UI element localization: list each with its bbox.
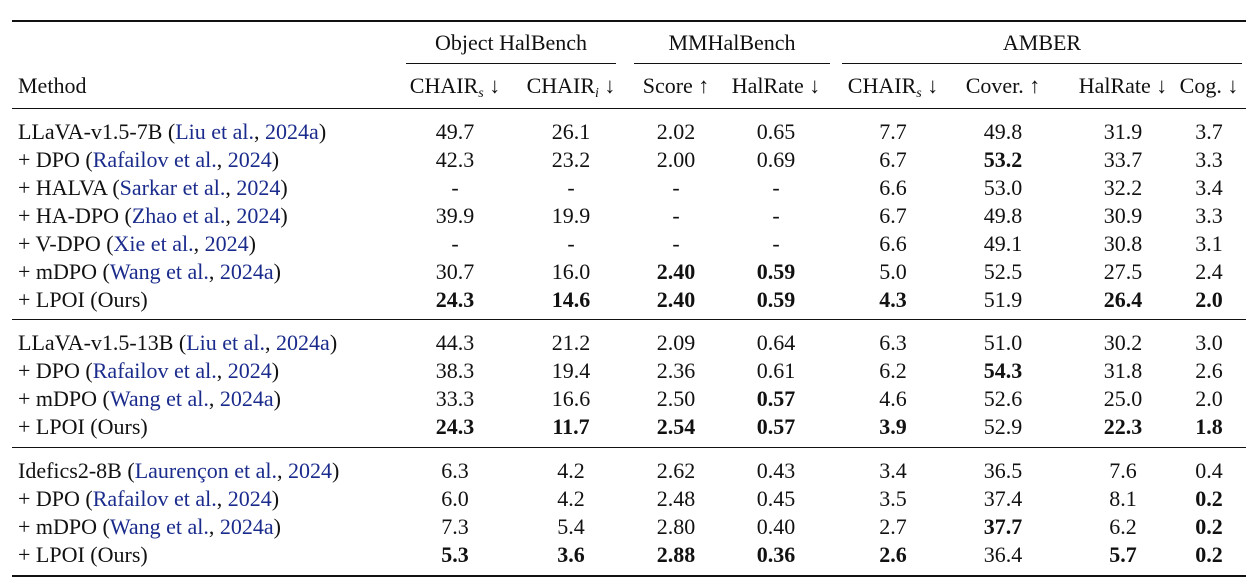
table-cell: 3.4 bbox=[1195, 175, 1223, 200]
table-cell: 3.3 bbox=[1195, 147, 1223, 172]
citation-year: 2024 bbox=[204, 231, 249, 256]
table-cell: 30.7 bbox=[435, 259, 475, 284]
table-cell: 6.2 bbox=[879, 358, 907, 383]
table-cell: 1.8 bbox=[1195, 414, 1223, 439]
citation-close: ) bbox=[271, 486, 280, 511]
method-name bbox=[18, 413, 148, 441]
method-name bbox=[18, 258, 281, 286]
method-name bbox=[18, 357, 279, 385]
citation-authors: Xie et al. bbox=[113, 231, 194, 256]
table-cell: 36.4 bbox=[983, 542, 1023, 567]
table-cell: 36.5 bbox=[983, 458, 1023, 483]
table-cell: 49.7 bbox=[435, 119, 475, 144]
table-cell: 7.7 bbox=[879, 119, 907, 144]
table-cell: 6.6 bbox=[879, 175, 907, 200]
table-cell: 3.3 bbox=[1195, 203, 1223, 228]
table-cell: 0.69 bbox=[756, 147, 796, 172]
citation-year: 2024 bbox=[236, 203, 281, 228]
table-cell: 51.0 bbox=[983, 330, 1023, 355]
method-name bbox=[18, 174, 288, 202]
method-label: + mDPO ( bbox=[18, 514, 110, 539]
citation-year: 2024 bbox=[236, 175, 281, 200]
method-label: + DPO ( bbox=[18, 147, 93, 172]
table-cell: 52.5 bbox=[983, 259, 1023, 284]
table-cell: 4.2 bbox=[557, 486, 585, 511]
method-column-header: Method bbox=[18, 73, 87, 98]
method-name bbox=[18, 146, 279, 174]
table-cell: 0.64 bbox=[756, 330, 796, 355]
table-cell: 0.43 bbox=[756, 458, 796, 483]
citation-close: ) bbox=[280, 203, 288, 228]
table-cell: 2.09 bbox=[656, 330, 696, 355]
table-cell: 11.7 bbox=[552, 414, 590, 439]
method-label: + LPOI (Ours) bbox=[18, 414, 148, 439]
citation-separator: , bbox=[193, 231, 205, 256]
table-cell: 2.40 bbox=[656, 287, 696, 312]
method-label: LLaVA-v1.5-7B ( bbox=[18, 119, 176, 144]
column-header-label: HalRate bbox=[731, 73, 804, 98]
column-header-0 bbox=[390, 73, 520, 99]
table-cell: 49.8 bbox=[983, 203, 1023, 228]
table-cell: 2.7 bbox=[879, 514, 907, 539]
column-header-label: CHAIR bbox=[847, 73, 917, 98]
method-label: + DPO ( bbox=[18, 358, 93, 383]
citation-authors: Rafailov et al. bbox=[92, 358, 217, 383]
citation-separator: , bbox=[216, 486, 228, 511]
table-cell: 30.8 bbox=[1103, 231, 1143, 256]
table-cell: 2.80 bbox=[656, 514, 696, 539]
method-name bbox=[18, 385, 281, 413]
citation-authors: Laurençon et al. bbox=[134, 458, 277, 483]
citation-close: ) bbox=[273, 386, 281, 411]
table-cell: 3.6 bbox=[557, 542, 585, 567]
table-cell: 26.4 bbox=[1103, 287, 1143, 312]
section-rule-1 bbox=[12, 319, 1246, 320]
table-cell: 0.57 bbox=[756, 414, 796, 439]
table-cell: 37.7 bbox=[983, 514, 1023, 539]
citation-separator: , bbox=[225, 203, 237, 228]
table-cell: 2.54 bbox=[656, 414, 696, 439]
table-cell: 16.6 bbox=[551, 386, 591, 411]
column-header-arrow: ↓ bbox=[489, 73, 501, 98]
citation-close: ) bbox=[329, 330, 338, 355]
citation-authors: Wang et al. bbox=[109, 514, 209, 539]
table-cell: 0.45 bbox=[756, 486, 796, 511]
method-name bbox=[18, 485, 279, 513]
table-cell: 33.3 bbox=[435, 386, 475, 411]
column-header-6 bbox=[1068, 73, 1178, 99]
table-cell: 31.8 bbox=[1103, 358, 1143, 383]
table-cell: 4.6 bbox=[879, 386, 907, 411]
table-cell: 53.2 bbox=[983, 147, 1023, 172]
table-cell: 2.6 bbox=[1195, 358, 1223, 383]
table-cell: 5.4 bbox=[557, 514, 585, 539]
table-cell: 5.7 bbox=[1109, 542, 1137, 567]
column-header-label: HalRate bbox=[1078, 73, 1151, 98]
column-header-subscript: s bbox=[916, 86, 922, 101]
citation-close: ) bbox=[271, 358, 280, 383]
citation-close: ) bbox=[273, 514, 281, 539]
table-cell: - bbox=[567, 231, 575, 256]
column-header-arrow: ↓ bbox=[1227, 73, 1239, 98]
column-header-arrow: ↓ bbox=[927, 73, 939, 98]
table-cell: 2.48 bbox=[656, 486, 696, 511]
citation-year: 2024a bbox=[276, 330, 330, 355]
table-cell: 3.4 bbox=[879, 458, 907, 483]
citation-year: 2024a bbox=[219, 514, 274, 539]
method-name bbox=[18, 329, 337, 357]
table-cell: 14.6 bbox=[551, 287, 591, 312]
column-header-arrow: ↓ bbox=[809, 73, 821, 98]
table-cell: 2.0 bbox=[1195, 386, 1223, 411]
table-cell: 6.3 bbox=[441, 458, 469, 483]
table-cell: 2.88 bbox=[656, 542, 696, 567]
table-cell: 49.1 bbox=[983, 231, 1023, 256]
table-cell: 19.4 bbox=[551, 358, 591, 383]
method-name bbox=[18, 513, 281, 541]
column-header-5 bbox=[948, 73, 1058, 99]
table-cell: 52.6 bbox=[983, 386, 1023, 411]
column-header-2 bbox=[626, 73, 726, 99]
table-cell: 6.2 bbox=[1109, 514, 1137, 539]
table-cell: 21.2 bbox=[551, 330, 591, 355]
method-name bbox=[18, 286, 148, 314]
column-header-subscript: s bbox=[478, 86, 484, 101]
table-cell: 49.8 bbox=[983, 119, 1023, 144]
method-label: LLaVA-v1.5-13B ( bbox=[18, 330, 187, 355]
table-cell: 6.0 bbox=[441, 486, 469, 511]
citation-year: 2024a bbox=[219, 259, 274, 284]
table-cell: 51.9 bbox=[983, 287, 1023, 312]
citation-year: 2024 bbox=[288, 458, 332, 483]
table-cell: 27.5 bbox=[1103, 259, 1143, 284]
method-name bbox=[18, 457, 339, 485]
method-name bbox=[18, 118, 326, 146]
table-cell: 30.9 bbox=[1103, 203, 1143, 228]
table-cell: - bbox=[772, 175, 780, 200]
citation-separator: , bbox=[208, 386, 220, 411]
column-header-label: Cog. bbox=[1179, 73, 1222, 98]
column-header-label: Cover. bbox=[965, 73, 1024, 98]
table-cell: 37.4 bbox=[983, 486, 1023, 511]
table-cell: 33.7 bbox=[1103, 147, 1143, 172]
table-cell: 52.9 bbox=[983, 414, 1023, 439]
top-rule bbox=[12, 20, 1246, 22]
column-header-arrow: ↑ bbox=[1029, 73, 1041, 98]
table-cell: 3.0 bbox=[1195, 330, 1223, 355]
method-label: + LPOI (Ours) bbox=[18, 542, 148, 567]
table-cell: 8.1 bbox=[1109, 486, 1137, 511]
table-cell: 0.59 bbox=[756, 259, 796, 284]
group-underline-object-halbench bbox=[406, 63, 616, 64]
table-cell: 5.3 bbox=[441, 542, 469, 567]
table-cell: 0.36 bbox=[756, 542, 796, 567]
table-cell: 0.2 bbox=[1195, 542, 1223, 567]
header-rule bbox=[12, 108, 1246, 109]
table-cell: 53.0 bbox=[983, 175, 1023, 200]
table-cell: 6.6 bbox=[879, 231, 907, 256]
table-cell: - bbox=[672, 203, 680, 228]
method-label: + mDPO ( bbox=[18, 259, 110, 284]
bottom-rule bbox=[12, 575, 1246, 577]
citation-close: ) bbox=[248, 231, 256, 256]
table-cell: 2.0 bbox=[1195, 287, 1223, 312]
table-cell: 6.7 bbox=[879, 147, 907, 172]
citation-separator: , bbox=[265, 330, 277, 355]
table-cell: 0.61 bbox=[756, 358, 796, 383]
method-name bbox=[18, 230, 256, 258]
group-underline-mmhalbench bbox=[634, 63, 830, 64]
table-cell: 2.62 bbox=[656, 458, 696, 483]
table-cell: - bbox=[451, 231, 459, 256]
column-header-arrow: ↓ bbox=[1156, 73, 1168, 98]
method-label: + HALVA ( bbox=[18, 175, 120, 200]
method-label: + V-DPO ( bbox=[18, 231, 114, 256]
table-cell: 0.40 bbox=[756, 514, 796, 539]
citation-separator: , bbox=[208, 514, 220, 539]
group-header-object-halbench: Object HalBench bbox=[434, 30, 588, 55]
method-name bbox=[18, 541, 148, 569]
table-cell: 30.2 bbox=[1103, 330, 1143, 355]
table-cell: 44.3 bbox=[435, 330, 475, 355]
table-cell: 2.36 bbox=[656, 358, 696, 383]
table-cell: 39.9 bbox=[435, 203, 475, 228]
citation-authors: Rafailov et al. bbox=[92, 486, 217, 511]
table-cell: 22.3 bbox=[1103, 414, 1143, 439]
table-cell: 0.57 bbox=[756, 386, 796, 411]
citation-separator: , bbox=[254, 119, 266, 144]
column-header-3 bbox=[716, 73, 836, 99]
table-cell: 3.7 bbox=[1195, 119, 1223, 144]
table-cell: 5.0 bbox=[879, 259, 907, 284]
column-header-label: Score bbox=[642, 73, 693, 98]
table-cell: 38.3 bbox=[435, 358, 475, 383]
citation-authors: Liu et al. bbox=[186, 330, 266, 355]
citation-authors: Zhao et al. bbox=[131, 203, 226, 228]
table-cell: 32.2 bbox=[1103, 175, 1143, 200]
citation-close: ) bbox=[273, 259, 281, 284]
table-cell: 7.6 bbox=[1109, 458, 1137, 483]
table-cell: 4.2 bbox=[557, 458, 585, 483]
table-cell: 2.02 bbox=[656, 119, 696, 144]
method-label: Idefics2-8B ( bbox=[18, 458, 135, 483]
column-header-label: CHAIR bbox=[526, 73, 596, 98]
column-header-arrow: ↓ bbox=[604, 73, 616, 98]
table-cell: 42.3 bbox=[435, 147, 475, 172]
column-header-1 bbox=[511, 73, 631, 99]
citation-year: 2024a bbox=[265, 119, 319, 144]
column-header-4 bbox=[828, 73, 958, 99]
table-cell: 7.3 bbox=[441, 514, 469, 539]
citation-authors: Wang et al. bbox=[109, 259, 209, 284]
citation-close: ) bbox=[280, 175, 288, 200]
table-cell: 6.7 bbox=[879, 203, 907, 228]
column-header-label: CHAIR bbox=[409, 73, 479, 98]
section-rule-2 bbox=[12, 447, 1246, 448]
column-header-subscript: i bbox=[595, 86, 599, 101]
table-cell: - bbox=[772, 203, 780, 228]
table-cell: - bbox=[672, 231, 680, 256]
method-label: + HA-DPO ( bbox=[18, 203, 132, 228]
citation-separator: , bbox=[216, 147, 228, 172]
citation-separator: , bbox=[216, 358, 228, 383]
table-cell: 3.5 bbox=[879, 486, 907, 511]
table-cell: - bbox=[772, 231, 780, 256]
citation-year: 2024a bbox=[219, 386, 274, 411]
method-label: + DPO ( bbox=[18, 486, 93, 511]
table-cell: 0.2 bbox=[1195, 514, 1223, 539]
citation-separator: , bbox=[208, 259, 220, 284]
citation-authors: Rafailov et al. bbox=[92, 147, 217, 172]
citation-authors: Sarkar et al. bbox=[119, 175, 226, 200]
citation-close: ) bbox=[271, 147, 280, 172]
method-label: + LPOI (Ours) bbox=[18, 287, 148, 312]
table-cell: 2.4 bbox=[1195, 259, 1223, 284]
table-cell: 24.3 bbox=[435, 287, 475, 312]
table-cell: 16.0 bbox=[551, 259, 591, 284]
citation-year: 2024 bbox=[227, 358, 272, 383]
table-cell: 6.3 bbox=[879, 330, 907, 355]
citation-year: 2024 bbox=[227, 147, 272, 172]
group-underline-amber bbox=[842, 63, 1242, 64]
group-header-amber: AMBER bbox=[1002, 30, 1082, 55]
table-cell: 25.0 bbox=[1103, 386, 1143, 411]
table-cell: 26.1 bbox=[551, 119, 591, 144]
table-cell: 54.3 bbox=[983, 358, 1023, 383]
table-cell: 0.65 bbox=[756, 119, 796, 144]
table-cell: 2.50 bbox=[656, 386, 696, 411]
citation-authors: Wang et al. bbox=[109, 386, 209, 411]
table-cell: 0.59 bbox=[756, 287, 796, 312]
group-header-mmhalbench: MMHalBench bbox=[668, 30, 796, 55]
column-header-arrow: ↑ bbox=[698, 73, 710, 98]
table-cell: - bbox=[451, 175, 459, 200]
column-header-7 bbox=[1164, 73, 1254, 99]
method-label: + mDPO ( bbox=[18, 386, 110, 411]
citation-close: ) bbox=[332, 458, 340, 483]
table-cell: - bbox=[567, 175, 575, 200]
table-cell: 31.9 bbox=[1103, 119, 1143, 144]
citation-separator: , bbox=[277, 458, 288, 483]
citation-year: 2024 bbox=[227, 486, 272, 511]
table-cell: 19.9 bbox=[551, 203, 591, 228]
table-cell: - bbox=[672, 175, 680, 200]
citation-authors: Liu et al. bbox=[175, 119, 255, 144]
table-cell: 0.4 bbox=[1195, 458, 1223, 483]
method-name bbox=[18, 202, 288, 230]
citation-separator: , bbox=[225, 175, 237, 200]
table-cell: 24.3 bbox=[435, 414, 475, 439]
table-cell: 0.2 bbox=[1195, 486, 1223, 511]
table-cell: 4.3 bbox=[879, 287, 907, 312]
table-cell: 3.9 bbox=[879, 414, 907, 439]
table-cell: 2.6 bbox=[879, 542, 907, 567]
table-cell: 2.00 bbox=[656, 147, 696, 172]
citation-close: ) bbox=[318, 119, 327, 144]
table-cell: 2.40 bbox=[656, 259, 696, 284]
table-cell: 3.1 bbox=[1195, 231, 1223, 256]
table-cell: 23.2 bbox=[551, 147, 591, 172]
